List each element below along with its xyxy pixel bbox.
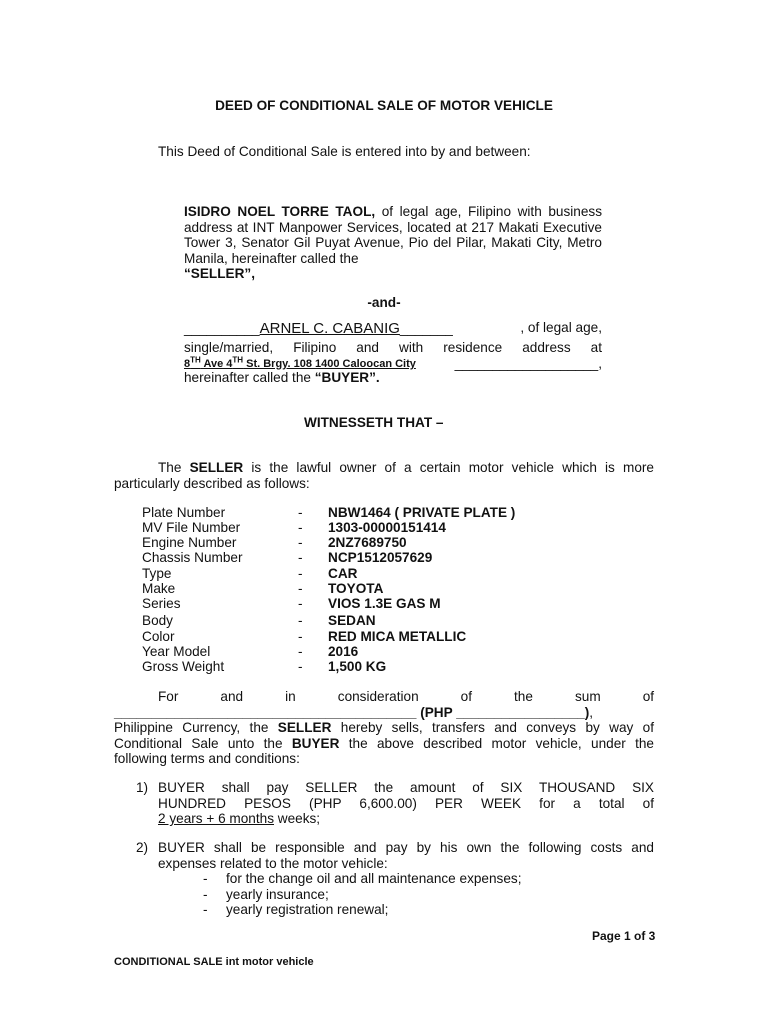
consideration-line2: ________________________________________ (PHP _________________), [114,704,594,720]
spec-dash: - [298,505,303,520]
condition-text: BUYER shall pay SELLER the amount of SIX THOUSAND SIX HUNDRED PESOS (PHP 6,600.00) PER WEEK for a total of 2 years + 6 months weeks; [158,780,654,826]
ownership-paragraph: The SELLER is the lawful owner of a certain motor vehicle which is more particularly described as follows: [114,460,654,491]
consideration-line3: Philippine Currency, the SELLER hereby sells, transfers and conveys by way of [114,720,654,735]
consideration-word: consideration [337,689,419,704]
spec-label: Series [142,596,181,611]
ownership-seller-word: SELLER [189,460,244,475]
spec-dash: - [298,629,303,644]
list-item: - yearly registration renewal; [203,902,389,917]
condition-number: 1) [136,780,149,795]
spec-dash: - [298,596,303,611]
spec-dash: - [298,535,303,550]
seller-text-line1: of legal age, Filipino with [375,204,542,219]
spec-label: Chassis Number [142,550,243,565]
document-title: DEED OF CONDITIONAL SALE OF MOTOR VEHICLE [215,98,553,113]
spec-dash: - [298,520,303,535]
consideration-line1 [114,689,654,705]
spec-label: MV File Number [142,520,241,535]
consideration-word: in [285,689,296,704]
spec-value: 1,500 KG [328,659,387,674]
consideration-word: of [642,689,655,704]
spec-label: Color [142,629,175,644]
spec-label: Engine Number [142,535,237,550]
seller-text-rest: business address at INT Manpower Services, located at 217 Makati Executive Tower 3, Senator Gil Puyat Avenue, Pio del Pilar, Makati City, Metro Manila, hereinafter called the [184,204,602,266]
php-label: (PHP [416,704,457,720]
php-amount-blank: _________________) [456,704,590,720]
consideration-word: and [220,689,244,704]
spec-value: VIOS 1.3E GAS M [328,596,441,611]
spec-label: Year Model [142,644,211,659]
spec-value: SEDAN [328,613,376,628]
buyer-text-line1: , of legal age, [520,320,602,335]
consideration-word: For [158,689,179,704]
list-item: - for the change oil and all maintenance expenses; [203,871,522,886]
condition-text: BUYER shall be responsible and pay by his own the following costs and expenses related to the motor vehicle: [158,840,654,871]
spec-value: 1303-00000151414 [328,520,446,535]
page-number: Page 1 of 3 [592,929,656,943]
consideration-paragraph [114,689,654,767]
buyer-address-blank: ___________________, [454,356,602,371]
buyer-label: “BUYER”. [314,370,380,385]
spec-dash: - [298,566,303,581]
spec-value: NBW1464 ( PRIVATE PLATE ) [328,505,516,520]
seller-paragraph [184,204,602,282]
spec-dash: - [298,613,303,628]
seller-name: ISIDRO NOEL TORRE TAOL, [184,204,376,219]
spec-label: Plate Number [142,505,226,520]
buyer-name: ARNEL C. CABANIG [259,320,400,337]
spec-value: RED MICA METALLIC [328,629,467,644]
buyer-address: 8TH Ave 4TH St. Brgy. 108 1400 Caloocan City [184,355,416,370]
spec-label: Body [142,613,173,628]
buyer-line1 [184,320,602,337]
spec-value: CAR [328,566,358,581]
list-item: - yearly insurance; [203,886,329,902]
condition-number: 2) [136,840,149,855]
spec-label: Type [142,566,172,581]
spec-value: 2016 [328,644,359,659]
condition-1 [136,780,654,828]
spec-dash: - [298,644,303,659]
spec-value: NCP1512057629 [328,550,433,565]
condition-2 [136,840,654,872]
spec-dash: - [298,550,303,565]
footer-doc-title: CONDITIONAL SALE int motor vehicle [114,956,314,968]
consideration-word: the [514,689,533,704]
expenses-list [203,871,522,918]
spec-value: TOYOTA [328,581,384,596]
buyer-text-line4: hereinafter called the “BUYER”. [184,370,380,385]
consideration-word: of [460,689,472,704]
consideration-line5: following terms and conditions: [114,751,300,766]
term-duration: 2 years + 6 months [158,811,274,826]
spec-dash: - [298,581,303,596]
consideration-line4: Conditional Sale unto the BUYER the above described motor vehicle, under the [114,735,654,751]
witnesseth-heading: WITNESSETH THAT – [304,415,444,430]
buyer-text-line2: single/married, Filipino and with residence address at [184,340,602,355]
amount-words-blank: ________________________________________ [114,704,417,720]
buyer-address-line [184,355,602,370]
buyer-blank-left: __________ [184,321,260,336]
spec-label: Make [142,581,176,596]
spec-dash: - [298,659,303,674]
spec-label: Gross Weight [142,659,225,674]
consideration-word: sum [574,689,601,704]
intro-text: This Deed of Conditional Sale is entered into by and between: [158,144,531,159]
buyer-blank-right: _______ [399,321,453,336]
and-separator: -and- [367,295,401,310]
spec-value: 2NZ7689750 [328,535,407,550]
seller-label: “SELLER”, [184,266,255,281]
